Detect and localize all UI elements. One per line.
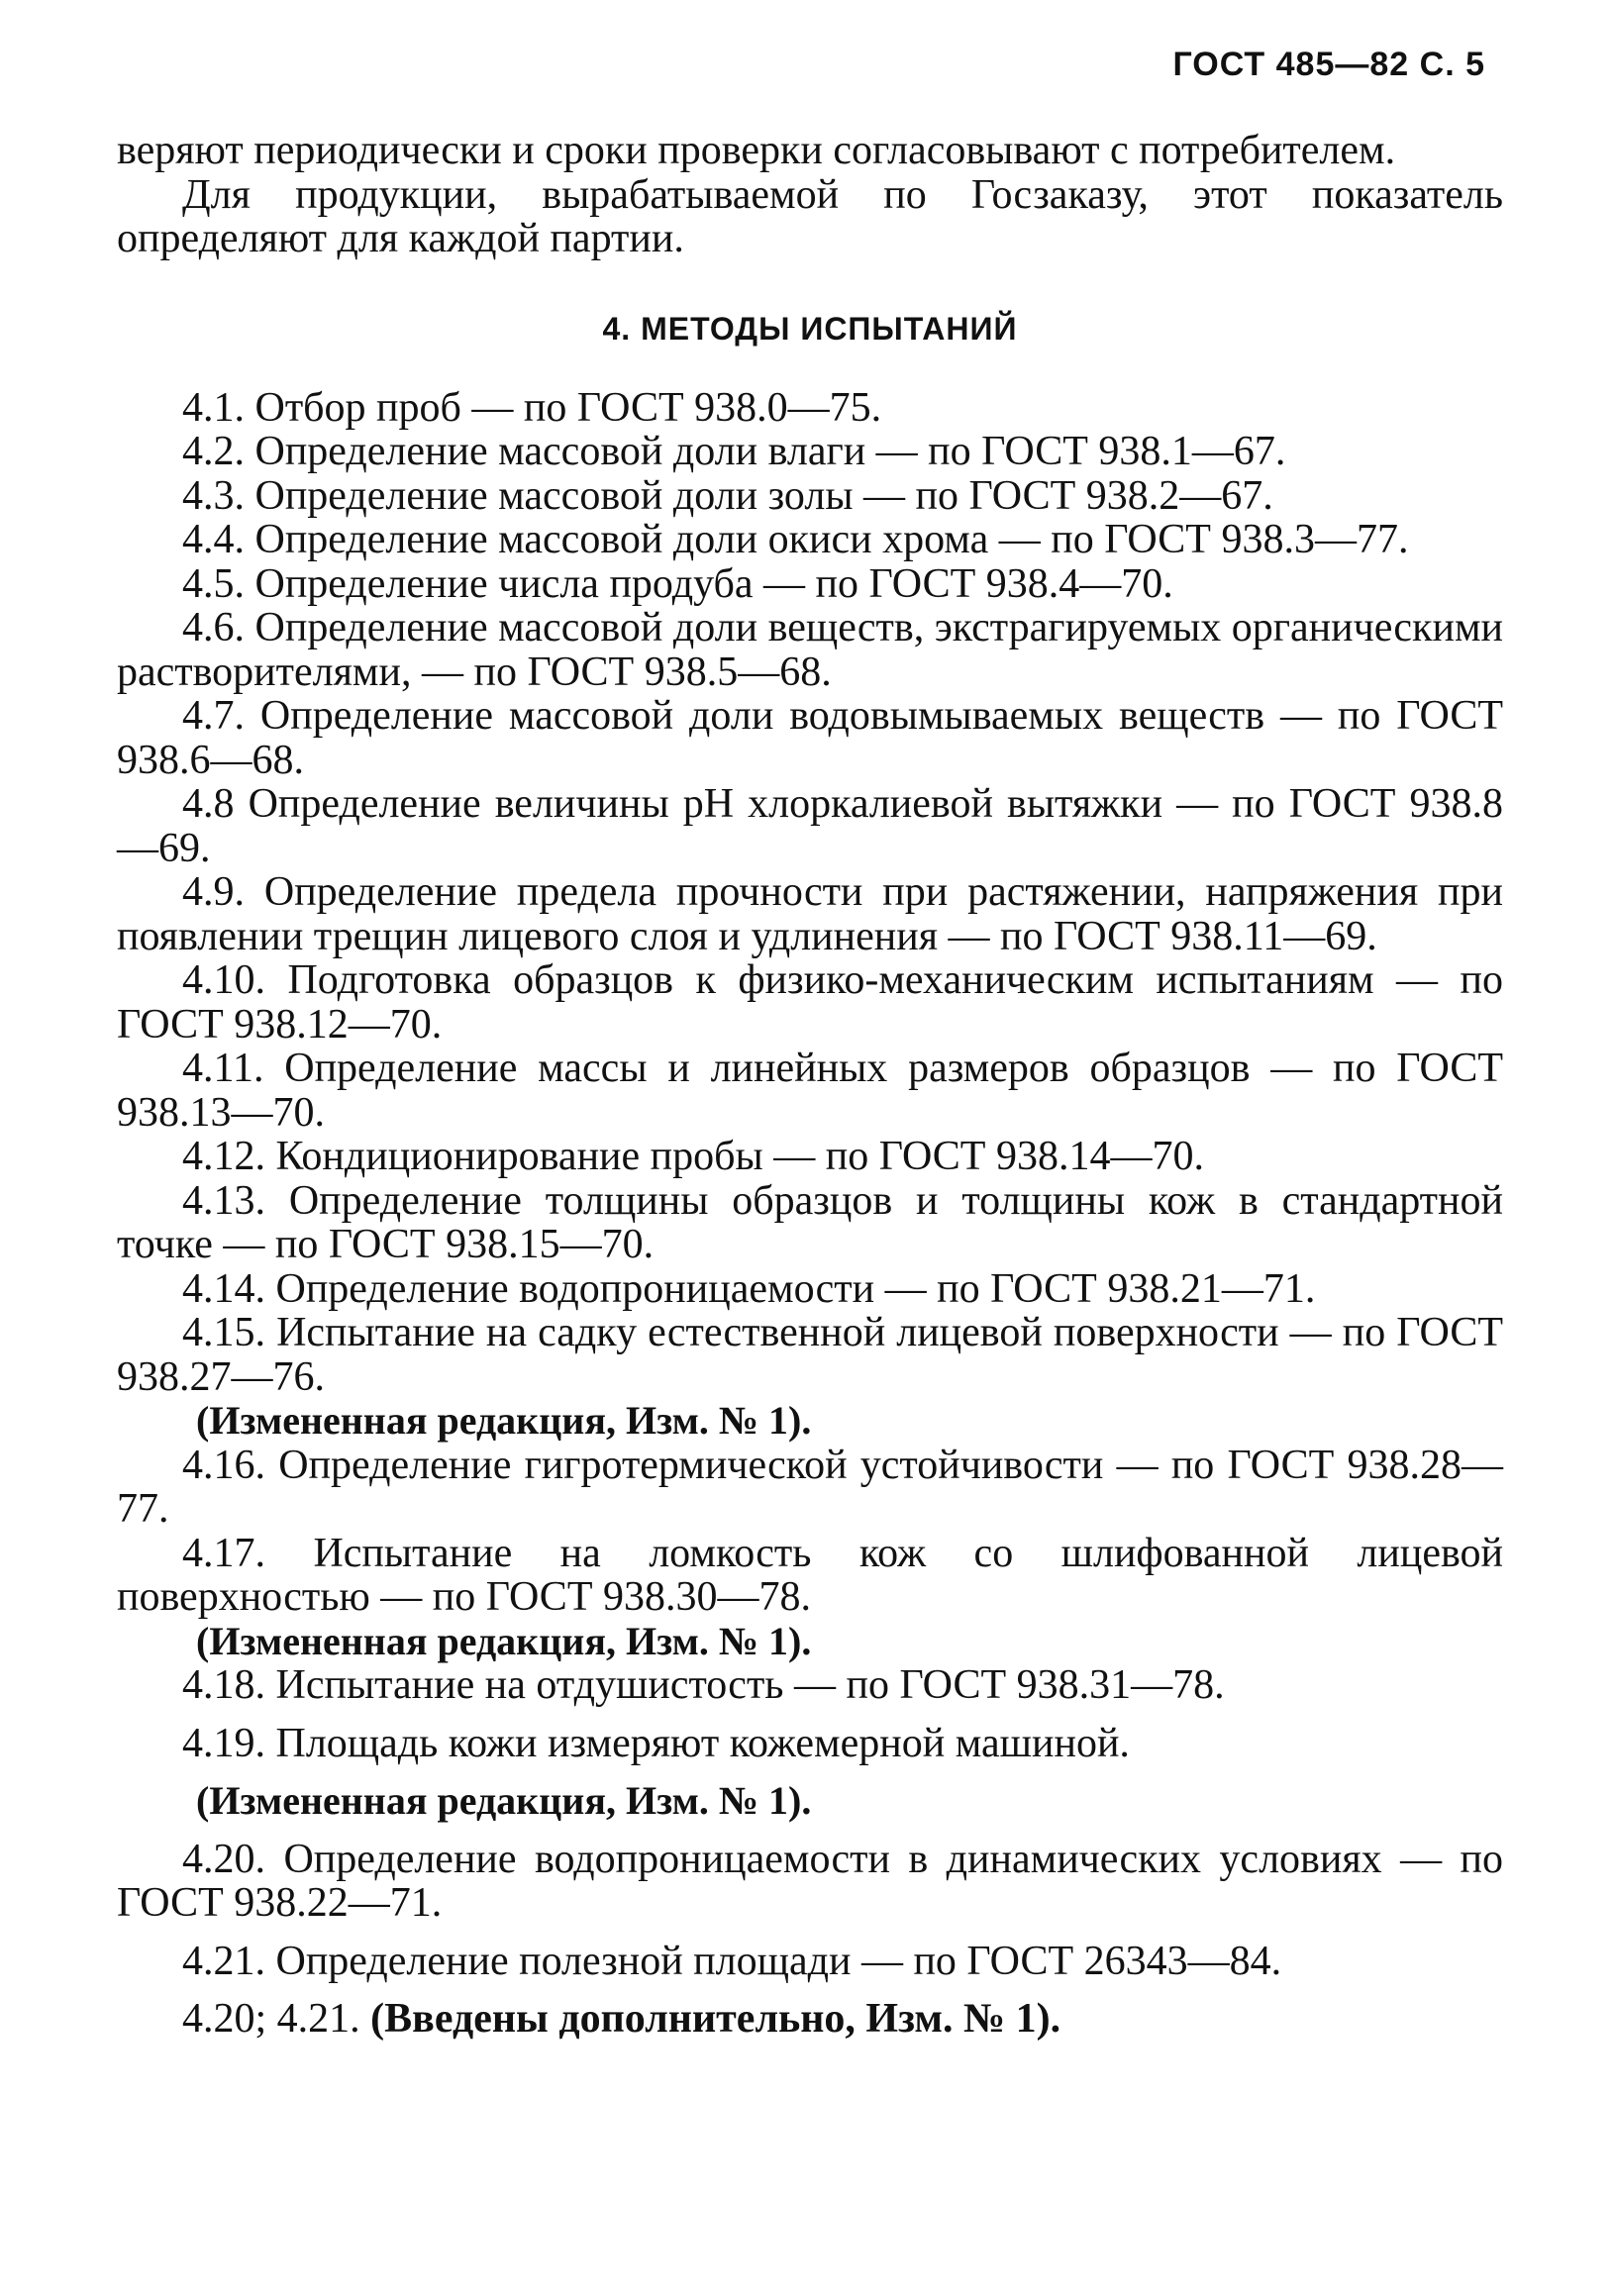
clause-4-16 — [117, 1444, 1503, 1532]
clause-text: Подготовка образцов к физико-механическим испытаниям — по ГОСТ 938.12—70. — [117, 957, 1503, 1048]
clause-number: 4.21. — [182, 1938, 265, 1984]
clause-text: Определение числа продуба — по ГОСТ 938.4—70. — [254, 560, 1173, 607]
clause-text: Испытание на ломкость кож со шлифованной лицевой поверхностью — по ГОСТ 938.30—78. — [117, 1530, 1504, 1620]
clause-text: Определение массы и линейных размеров образцов — по ГОСТ 938.13—70. — [117, 1046, 1504, 1136]
clause-4-17 — [117, 1532, 1503, 1620]
clause-number: 4.6. — [182, 605, 245, 650]
clause-number: 4.19. — [182, 1720, 265, 1766]
intro-continuation: веряют периодически и сроки проверки согласовывают с потребителем. — [117, 128, 1396, 173]
clause-number: 4.1. — [182, 384, 245, 431]
intro-gosorder-note: Для продукции, вырабатываемой по Госзаказу, этот показатель определяют для каждой партии. — [117, 171, 1503, 261]
clause-number: 4.14. — [182, 1265, 265, 1312]
clause-number: 4.18. — [182, 1662, 265, 1708]
clause-4-9 — [117, 870, 1503, 958]
clause-number: 4.3. — [182, 472, 245, 519]
clause-text: Определение массовой доли окиси хрома — по ГОСТ 938.3—77. — [254, 517, 1409, 562]
clause-number: 4.10. — [182, 957, 265, 1003]
clause-text: Определение предела прочности при растяжении, напряжения при появлении трещин лицевого слоя и удлинения — по ГОСТ 938.11—69. — [117, 869, 1503, 959]
running-header: ГОСТ 485—82 С. 5 — [1172, 46, 1485, 83]
clause-4-7 — [117, 694, 1503, 782]
clause-text: Определение толщины образцов и толщины кож в стандартной точке — по ГОСТ 938.15—70. — [117, 1177, 1503, 1267]
clause-number: 4.16. — [182, 1442, 265, 1488]
clause-number: 4.13. — [182, 1177, 265, 1224]
clause-4-20 — [117, 1838, 1503, 1926]
amendment-note: (Измененная редакция, Изм. № 1). — [196, 1618, 812, 1663]
final-amendment-note — [117, 1997, 1503, 2042]
clause-text: Определение массовой доли веществ, экстрагируемых органическими растворителями, — по ГОСТ 938.5—68. — [117, 605, 1504, 695]
clause-number: 4.17. — [182, 1530, 265, 1576]
clause-text: Определение гигротермической устойчивости — по ГОСТ 938.28—77. — [117, 1442, 1503, 1532]
clause-4-12 — [117, 1135, 1503, 1179]
clause-4-8 — [117, 782, 1503, 870]
amendment-note: (Измененная редакция, Изм. № 1). — [196, 1398, 812, 1443]
section-title: 4. МЕТОДЫ ИСПЫТАНИЙ — [602, 310, 1018, 347]
clause-number: 4.8 — [182, 781, 235, 827]
clause-number: 4.7. — [182, 693, 245, 739]
page-body — [117, 129, 1503, 2042]
clause-text: Определение водопроницаемости — по ГОСТ 938.21—71. — [275, 1265, 1316, 1312]
clause-text: Определение полезной площади — по ГОСТ 26343—84. — [275, 1938, 1282, 1984]
clause-4-6 — [117, 606, 1503, 694]
clause-number: 4.20. — [182, 1836, 265, 1882]
clause-number: 4.4. — [182, 517, 245, 562]
clause-text: Определение массовой доли водовымываемых веществ — по ГОСТ 938.6—68. — [117, 693, 1503, 783]
clause-text: Кондиционирование пробы — по ГОСТ 938.14—70. — [275, 1134, 1204, 1179]
clause-text: Отбор проб — по ГОСТ 938.0—75. — [254, 384, 882, 431]
amendment-note: (Измененная редакция, Изм. № 1). — [196, 1778, 812, 1823]
clause-number: 4.11. — [182, 1046, 264, 1091]
clause-number: 4.9. — [182, 869, 245, 915]
clause-4-10 — [117, 958, 1503, 1047]
clause-text: Площадь кожи измеряют кожемерной машиной. — [275, 1720, 1130, 1766]
clause-4-2 — [117, 430, 1503, 474]
clause-text: Определение величины pH хлоркалиевой вытяжки — по ГОСТ 938.8—69. — [117, 781, 1503, 871]
clause-4-19 — [117, 1722, 1503, 1766]
clause-4-5 — [117, 562, 1503, 607]
clause-4-1 — [117, 386, 1503, 431]
clause-4-13 — [117, 1179, 1503, 1267]
clause-number: 4.2. — [182, 429, 245, 474]
clause-number: 4.15. — [182, 1310, 265, 1355]
clause-4-15 — [117, 1311, 1503, 1399]
clause-text: Испытание на отдушистость — по ГОСТ 938.31—78. — [275, 1662, 1225, 1708]
final-note-refs: 4.20; 4.21. — [182, 1996, 360, 2042]
clause-4-21 — [117, 1940, 1503, 1984]
clause-4-3 — [117, 474, 1503, 519]
clause-4-11 — [117, 1047, 1503, 1135]
clause-text: Испытание на садку естественной лицевой поверхности — по ГОСТ 938.27—76. — [117, 1310, 1504, 1400]
clause-number: 4.12. — [182, 1134, 265, 1179]
clause-number: 4.5. — [182, 560, 245, 607]
final-note-text: (Введены дополнительно, Изм. № 1). — [370, 1996, 1061, 2042]
clause-text: Определение массовой доли золы — по ГОСТ 938.2—67. — [254, 472, 1273, 519]
clause-4-18 — [117, 1663, 1503, 1708]
clause-text: Определение водопроницаемости в динамических условиях — по ГОСТ 938.22—71. — [117, 1836, 1503, 1926]
clause-text: Определение массовой доли влаги — по ГОСТ 938.1—67. — [254, 429, 1286, 474]
clause-4-4 — [117, 518, 1503, 562]
clause-4-14 — [117, 1267, 1503, 1312]
